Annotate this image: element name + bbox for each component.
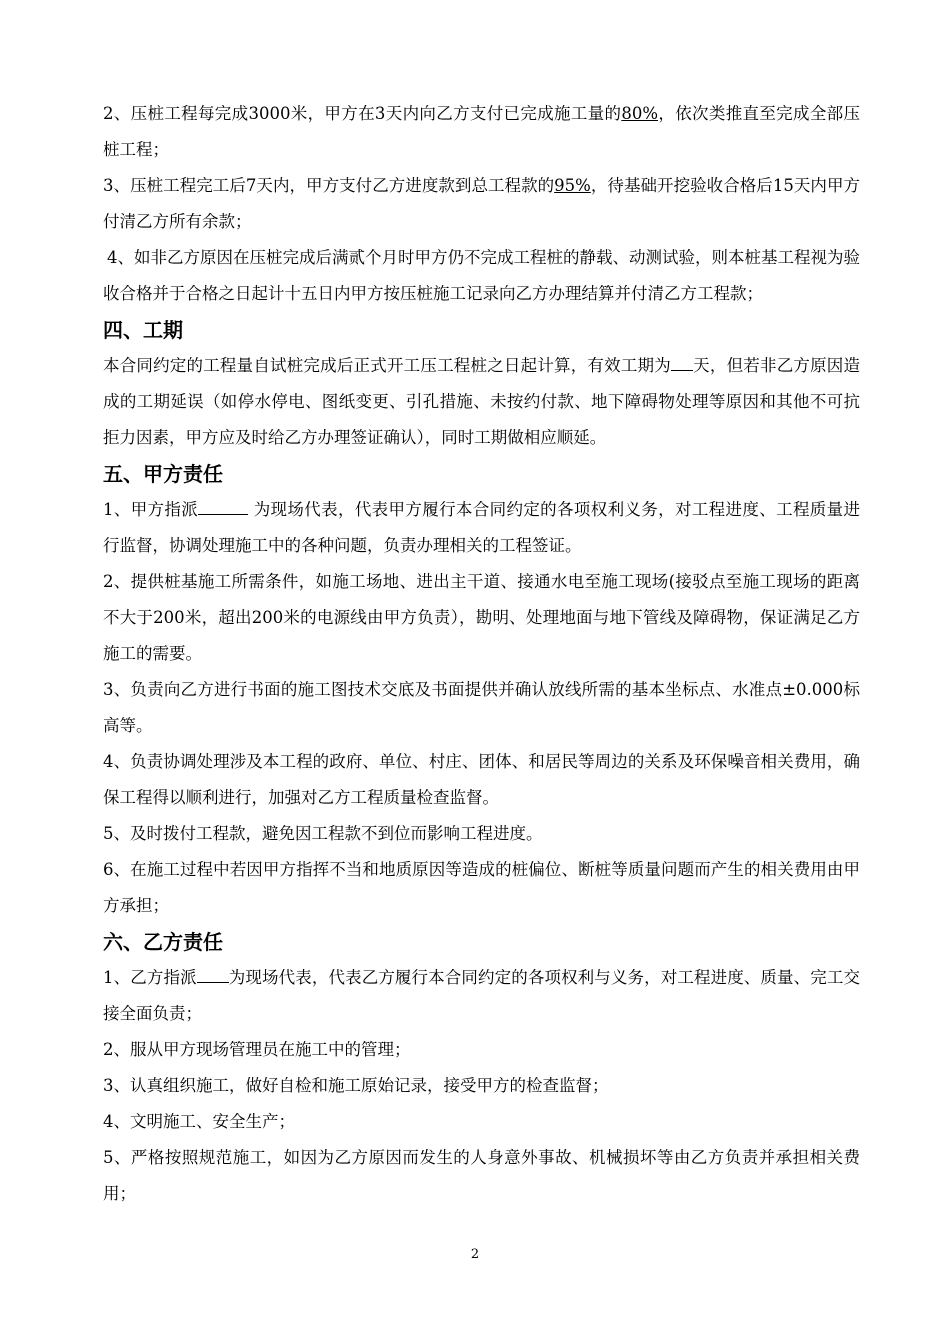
payment-item-4: 4、如非乙方原因在压桩完成后满贰个月时甲方仍不完成工程桩的静载、动测试验，则本桩基工程视为验收合格并于合格之日起计十五日内甲方按压桩施工记录向乙方办理结算并付清乙方工程款； bbox=[103, 248, 860, 303]
party-b-item-1-text-a: 1、乙方指派 bbox=[103, 968, 197, 987]
party-a-item-1-text-b: 为现场代表，代表甲方履行本合同约定的各项权利义务，对工程进度、工程质量进行监督，协调处理施工中的各种问题，负责办理相关的工程签证。 bbox=[103, 500, 860, 555]
schedule-text-a: 本合同约定的工程量自试桩完成后正式开工压工程桩之日起计算，有效工期为 bbox=[103, 356, 671, 375]
section-heading-schedule: 四、工期 bbox=[103, 318, 183, 342]
party-a-representative-blank bbox=[198, 496, 248, 515]
section-heading-party-b: 六、乙方责任 bbox=[103, 930, 223, 954]
party-a-item-5: 5、及时拨付工程款，避免因工程款不到位而影响工程进度。 bbox=[103, 824, 543, 843]
party-b-item-4: 4、文明施工、安全生产； bbox=[103, 1112, 295, 1131]
party-a-item-1-text-a: 1、甲方指派 bbox=[103, 500, 199, 519]
section-heading-party-a: 五、甲方责任 bbox=[103, 462, 223, 486]
payment-item-3-text-b: ，待基础开挖验收合格后15天内甲方付清乙方所有余款； bbox=[103, 176, 860, 231]
schedule-text bbox=[103, 348, 860, 456]
schedule-days-blank bbox=[671, 352, 693, 371]
party-a-item-4: 4、负责协调处理涉及本工程的政府、单位、村庄、团体、和居民等周边的关系及环保噪音相关费用，确保工程得以顺利进行，加强对乙方工程质量检查监督。 bbox=[103, 752, 860, 807]
payment-item-2-text-a: 2、压桩工程每完成3000米，甲方在3天内向乙方支付已完成施工量的 bbox=[103, 104, 622, 123]
payment-item-2 bbox=[103, 96, 860, 168]
party-a-item-6: 6、在施工过程中若因甲方指挥不当和地质原因等造成的桩偏位、断桩等质量问题而产生的相关费用由甲方承担； bbox=[103, 860, 860, 915]
payment-item-3 bbox=[103, 168, 860, 240]
payment-item-3-text-a: 3、压桩工程完工后7天内，甲方支付乙方进度款到总工程款的 bbox=[103, 176, 555, 195]
party-a-item-2: 2、提供桩基施工所需条件，如施工场地、进出主干道、接通水电至施工现场(接驳点至施工现场的距离不大于200米，超出200米的电源线由甲方负责），勘明、处理地面与地下管线及障碍物，保证满足乙方施工的需要。 bbox=[103, 572, 860, 663]
party-b-item-2: 2、服从甲方现场管理员在施工中的管理； bbox=[103, 1040, 411, 1059]
party-b-item-5: 5、严格按照规范施工，如因为乙方原因而发生的人身意外事故、机械损坏等由乙方负责并承担相关费用； bbox=[103, 1148, 860, 1203]
document-body bbox=[103, 96, 860, 1212]
party-b-item-1 bbox=[103, 960, 860, 1032]
party-a-item-3: 3、负责向乙方进行书面的施工图技术交底及书面提供并确认放线所需的基本坐标点、水准点±0.000标高等。 bbox=[103, 680, 860, 735]
party-b-item-1-text-b: 为现场代表，代表乙方履行本合同约定的各项权利与义务，对工程进度、质量、完工交接全面负责； bbox=[103, 968, 861, 1023]
schedule-text-b: 天，但若非乙方原因造成的工期延误（如停水停电、图纸变更、引孔措施、未按约付款、地下障碍物处理等原因和其他不可抗拒力因素，甲方应及时给乙方办理签证确认），同时工期做相应顺延。 bbox=[103, 356, 861, 447]
page-number: 2 bbox=[470, 1247, 480, 1262]
payment-item-2-percent: 80% bbox=[621, 104, 659, 123]
payment-item-3-percent: 95% bbox=[554, 176, 591, 195]
party-b-representative-blank bbox=[197, 964, 229, 983]
party-b-item-3: 3、认真组织施工，做好自检和施工原始记录，接受甲方的检查监督； bbox=[103, 1076, 609, 1095]
party-a-item-1 bbox=[103, 492, 860, 564]
payment-item-2-text-b: ，依次类推直至完成全部压桩工程； bbox=[103, 104, 860, 159]
